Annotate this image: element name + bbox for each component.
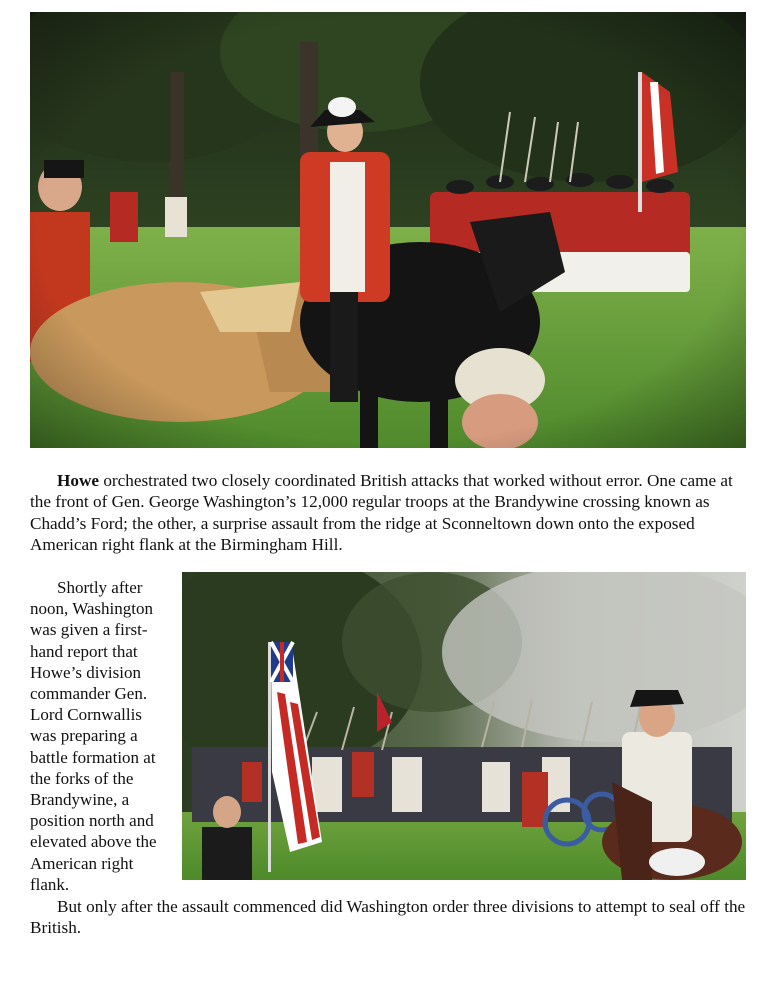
paragraph-howe-attacks	[30, 470, 750, 555]
paragraph2-line: flank.	[30, 874, 70, 894]
top-photo-image	[30, 12, 746, 448]
paragraph2-line: elevated above the	[30, 832, 157, 852]
paragraph2-line: the forks of the	[30, 768, 134, 788]
paragraph2-line: Brandywine, a	[30, 790, 130, 810]
paragraph-washington-order: But only after the assault commenced did Washington order three divisions to attempt to seal off the British.	[30, 897, 746, 938]
paragraph2-line: was preparing a	[30, 726, 138, 746]
paragraph2-line: American right	[30, 853, 134, 873]
paragraph2-line: noon, Washington	[30, 599, 153, 619]
paragraph-howe-text: orchestrated two closely coordinated British attacks that worked without error. One came at the front of Gen. George Washington’s 12,000 regular troops at the Brandywine crossing known as Chadd’s Ford; the other, a surprise assault from the ridge at Sconneltown down onto the exposed American right flank at the Birmingham Hill.	[30, 471, 733, 554]
paragraph2-line: Howe’s division	[30, 662, 141, 682]
top-photo	[30, 12, 746, 448]
bottom-photo	[182, 572, 746, 880]
bottom-photo-image	[182, 572, 746, 880]
paragraph2-line: Lord Cornwallis	[30, 705, 142, 725]
paragraph2-line: position north and	[30, 811, 154, 831]
paragraph2-line: commander Gen.	[30, 684, 148, 704]
lead-word-howe: Howe	[57, 471, 100, 490]
paragraph2-line: battle formation at	[30, 747, 156, 767]
paragraph-washington-report	[30, 577, 178, 895]
paragraph2-line: Shortly after	[57, 578, 143, 597]
paragraph2-line: hand report that	[30, 641, 138, 661]
paragraph2-line: was given a first-	[30, 620, 148, 640]
